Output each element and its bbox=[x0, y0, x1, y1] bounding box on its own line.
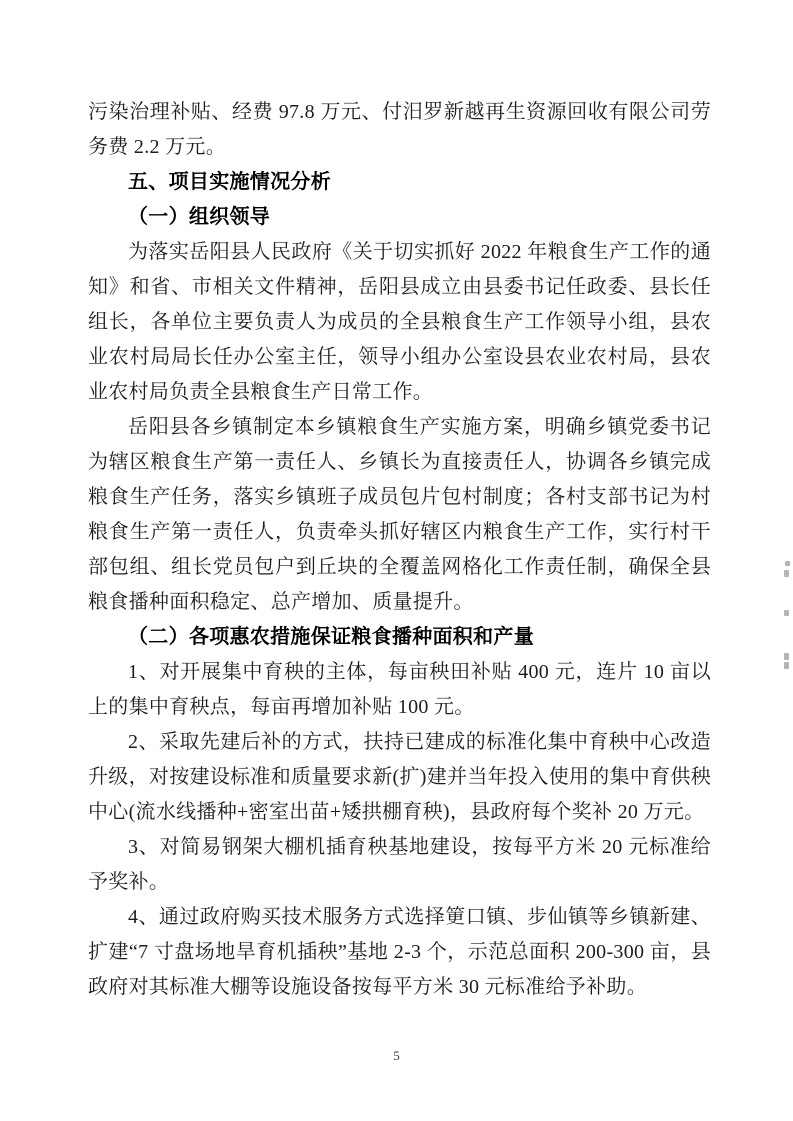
scan-artifact bbox=[785, 561, 790, 566]
document-body bbox=[88, 95, 711, 1005]
subsection-heading-organization-leadership: （一）组织领导 bbox=[128, 206, 271, 228]
scan-artifact bbox=[784, 662, 789, 669]
paragraph-continuation-fees: 污染治理补贴、经费 97.8 万元、付汨罗新越再生资源回收有限公司劳务费 2.2 万元。 bbox=[88, 101, 711, 158]
paragraph-township-responsibility: 岳阳县各乡镇制定本乡镇粮食生产实施方案，明确乡镇党委书记为辖区粮食生产第一责任人、乡镇长为直接责任人，协调各乡镇完成粮食生产任务，落实乡镇班子成员包片包村制度；各村支部书记为村粮食生产第一责任人，负责牵头抓好辖区内粮食生产工作，实行村干部包组、组长党员包户到丘块的全覆盖网格化工作责任制，确保全县粮食播种面积稳定、总产增加、质量提升。 bbox=[88, 416, 711, 613]
scan-artifact bbox=[784, 653, 789, 660]
scan-artifact bbox=[784, 610, 789, 616]
paragraph-item-3-greenhouse-base: 3、对简易钢架大棚机插育秧基地建设，按每平方米 20 元标准给予奖补。 bbox=[88, 836, 711, 893]
paragraph-item-2-seedling-center: 2、采取先建后补的方式，扶持已建成的标准化集中育秧中心改造升级，对按建设标准和质量要求新(扩)建并当年投入使用的集中育供秧中心(流水线播种+密室出苗+矮拱棚育秧)，县政府每个奖补 20 万元。 bbox=[88, 731, 711, 823]
page-number: 5 bbox=[393, 1048, 400, 1063]
paragraph-item-1-seedling-subsidy: 1、对开展集中育秧的主体，每亩秧田补贴 400 元，连片 10 亩以上的集中育秧点，每亩再增加补贴 100 元。 bbox=[88, 661, 711, 718]
paragraph-leadership-group: 为落实岳阳县人民政府《关于切实抓好 2022 年粮食生产工作的通知》和省、市相关文件精神，岳阳县成立由县委书记任政委、县长任组长，各单位主要负责人为成员的全县粮食生产工作领导小组，县农业农村局局长任办公室主任，领导小组办公室设县农业农村局，县农业农村局负责全县粮食生产日常工作。 bbox=[88, 241, 711, 403]
scan-artifact bbox=[784, 570, 789, 577]
paragraph-item-4-tray-seedling-base: 4、通过政府购买技术服务方式选择筻口镇、步仙镇等乡镇新建、扩建“7 寸盘场地旱育机插秧”基地 2-3 个，示范总面积 200-300 亩，县政府对其标准大棚等设施设备按每平方米 30 元标准给予补助。 bbox=[88, 906, 711, 998]
section-heading-implementation-analysis: 五、项目实施情况分析 bbox=[128, 171, 331, 193]
subsection-heading-benefit-measures: （二）各项惠农措施保证粮食播种面积和产量 bbox=[128, 626, 534, 648]
